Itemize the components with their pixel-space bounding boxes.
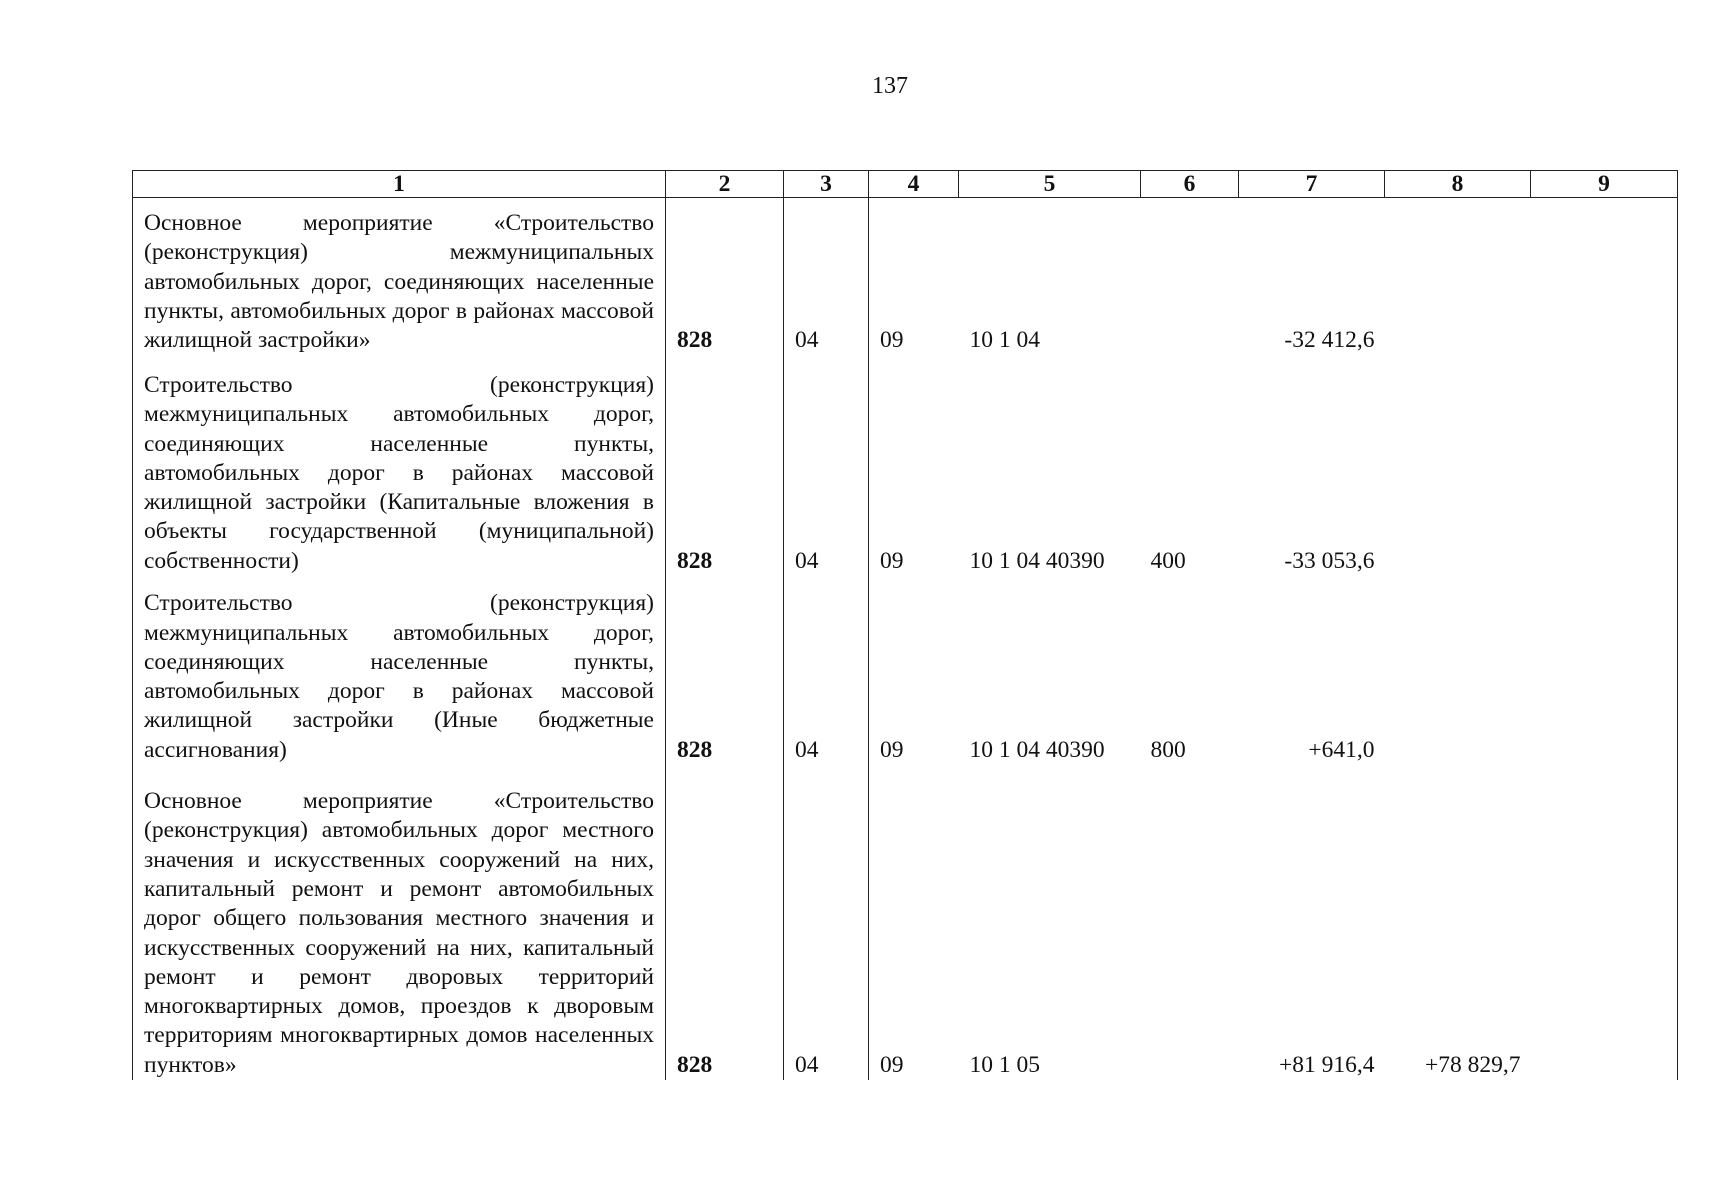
column-header-7: 7 bbox=[1239, 171, 1385, 198]
expense-type-code: 800 bbox=[1150, 736, 1186, 763]
table-header-row bbox=[133, 171, 1678, 198]
column-header-1: 1 bbox=[133, 171, 666, 198]
amount-col-8 bbox=[1385, 198, 1531, 356]
row-name: Строительство (реконструкция) межмуниципальных автомобильных дорог, соединяющих населенные пункты, автомобильных дорог в районах массовой жилищной застройки (Иные бюджетные ассигнования) bbox=[133, 576, 666, 765]
table-row bbox=[133, 765, 1678, 1080]
section-code: 04 bbox=[784, 765, 869, 1080]
column-header-6: 6 bbox=[1141, 171, 1239, 198]
column-header-2: 2 bbox=[666, 171, 784, 198]
amount-col-8: +78 829,7 bbox=[1424, 1051, 1521, 1078]
column-header-9: 9 bbox=[1531, 171, 1678, 198]
column-header-4: 4 bbox=[869, 171, 959, 198]
subsection-code: 09 bbox=[880, 327, 904, 354]
subsection-code: 09 bbox=[880, 1051, 904, 1078]
subsection-code: 09 bbox=[880, 547, 904, 574]
amount-col-7: -32 412,6 bbox=[1284, 327, 1375, 354]
table-row bbox=[133, 356, 1678, 576]
column-header-3: 3 bbox=[784, 171, 869, 198]
section-code: 04 bbox=[784, 356, 869, 576]
ministry-code: 828 bbox=[666, 765, 784, 1080]
column-header-5: 5 bbox=[959, 171, 1141, 198]
row-name: Основное мероприятие «Строительство (реконструкция) автомобильных дорог местного значения и искусственных сооружений на них, капитальный ремонт и ремонт автомобильных дорог общего пользования местного значения и искусственных сооружений на них, капитальный ремонт и ремонт дворовых территорий многоквартирных домов, проездов к дворовым территориям многоквартирных домов населенных пунктов» bbox=[133, 765, 666, 1080]
amount-col-7: +641,0 bbox=[1308, 736, 1375, 763]
ministry-code: 828 bbox=[666, 576, 784, 765]
table-row bbox=[133, 576, 1678, 765]
row-name: Основное мероприятие «Строительство (реконструкция) межмуниципальных автомобильных дорог, соединяющих населенные пункты, автомобильных дорог в районах массовой жилищной застройки» bbox=[133, 198, 666, 356]
section-code: 04 bbox=[784, 198, 869, 356]
amount-col-7: +81 916,4 bbox=[1278, 1051, 1375, 1078]
expense-type-code bbox=[1141, 765, 1239, 1080]
budget-table bbox=[132, 170, 1678, 1080]
section-code: 04 bbox=[784, 576, 869, 765]
target-article-code: 10 1 04 bbox=[969, 327, 1040, 354]
table-row bbox=[133, 198, 1678, 356]
amount-col-9 bbox=[1531, 198, 1678, 356]
target-article-code: 10 1 05 bbox=[969, 1051, 1040, 1078]
amount-col-9 bbox=[1531, 356, 1678, 576]
target-article-code: 10 1 04 40390 bbox=[969, 736, 1105, 763]
ministry-code: 828 bbox=[666, 356, 784, 576]
row-name: Строительство (реконструкция) межмуниципальных автомобильных дорог, соединяющих населенные пункты, автомобильных дорог в районах массовой жилищной застройки (Капитальные вложения в объекты государственной (муниципальной) собственности) bbox=[133, 356, 666, 576]
amount-col-8 bbox=[1385, 356, 1531, 576]
amount-col-8 bbox=[1385, 576, 1531, 765]
amount-col-9 bbox=[1531, 765, 1678, 1080]
expense-type-code: 400 bbox=[1150, 547, 1186, 574]
expense-type-code bbox=[1141, 198, 1239, 356]
column-header-8: 8 bbox=[1385, 171, 1531, 198]
subsection-code: 09 bbox=[880, 736, 904, 763]
page-number: 137 bbox=[872, 73, 908, 99]
ministry-code: 828 bbox=[666, 198, 784, 356]
target-article-code: 10 1 04 40390 bbox=[969, 547, 1105, 574]
amount-col-9 bbox=[1531, 576, 1678, 765]
amount-col-7: -33 053,6 bbox=[1284, 547, 1375, 574]
